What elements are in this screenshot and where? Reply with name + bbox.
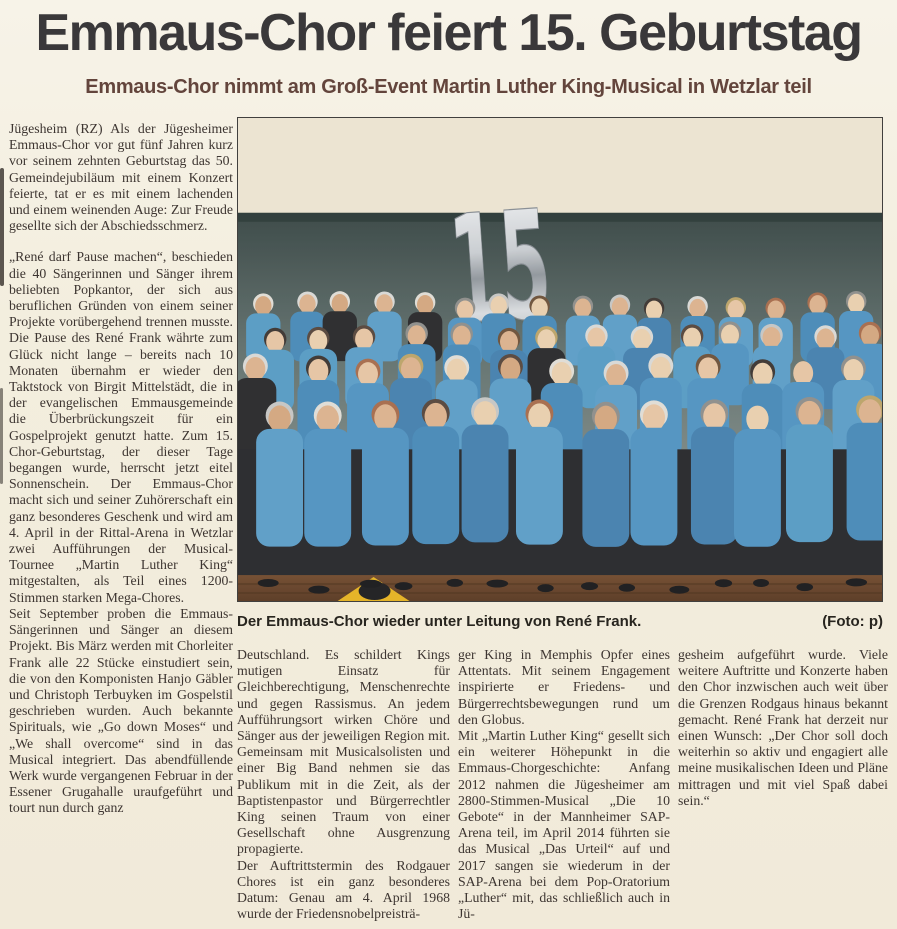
article-subheadline: Emmaus-Chor nimmt am Groß-Event Martin Luther King-Musical in Wetzlar teil: [85, 76, 812, 98]
scan-tint-overlay: [238, 118, 882, 601]
article-column-3: [458, 647, 670, 922]
article-column-4: [678, 647, 888, 809]
article-column-1: [9, 121, 233, 817]
paragraph: „René darf Pause machen“, beschieden die 40 Sängerinnen und Sänger ihrem beliebten Popkantor, der sich aus beruflichen Gründen von einem seiner Projekte vorübergehend trennen musste. Die Pause des René Frank währte zum Glück nicht lange – bereits nach 10 Monaten übernahm er wieder den Taktstock von Birgit Mittelstädt, die in der evangelischen Emmausgemeinde die Überbrückungszeit für ein Gospelprojekt genutzt hatte. Zum 15. Chor-Geburtstag, der dieser Tage begangen wurde, herrscht jetzt eitel Sonnenschein. Der Emmaus-Chor macht sich und seiner Zuhörerschaft ein ganz besonderes Geschenk und wird am 4. April in der Rittal-Arena in Wetzlar zwei Aufführungen der Musical-Tournee „Martin Luther King“ mitgestalten, als Teil eines 1200-Stimmen starken Mega-Chores.: [9, 249, 233, 605]
choir-photo-illustration: [238, 118, 882, 601]
scan-edge-artifact: [0, 388, 3, 484]
scan-edge-artifact: [0, 168, 4, 286]
paragraph: ger King in Memphis Opfer eines Attentats. Mit seinem Engagement inspirierte er Friedens- und Bürgerrechtsbewegungen rund um den Globus.: [458, 647, 670, 727]
paragraph: Seit September proben die Emmaus-Sängerinnen und Sänger an diesem Projekt. Bis März werden mit Chorleiter Frank alle 22 Stücke einstudiert sein, die von den Komponisten Hanjo Gäbler und Christoph Terbuyken im Gospelstil geschrieben wurden. Auch bekannte Spirituals, wie „Go down Moses“ und „We shall overcome“ sind in das Musical integriert. Das abendfüllende Werk wurde vergangenen Februar in der Essener Grugahalle uraufgeführt und tourt nun durch ganz: [9, 605, 233, 816]
paragraph: Mit „Martin Luther King“ gesellt sich ein weiterer Höhepunkt in die Emmaus-Chorgeschichte: Anfang 2012 nahmen die Jügesheimer am 2800-Stimmen-Musical „Die 10 Gebote“ in der Mannheimer SAP-Arena teil, im April 2014 führten sie das Musical „Das Urteil“ auf und 2017 sangen sie wiederum in der SAP-Arena bei dem Pop-Oratorium „Luther“ mit, das schließlich auch in Jü-: [458, 728, 670, 922]
paragraph: Deutschland. Es schildert Kings mutigen Einsatz für Gleichberechtigung, Menschenrechte und gegen Rassismus. An jedem Aufführungsort wirken Chöre und Sänger aus der jeweiligen Region mit. Gemeinsam mit Musicalsolisten und einer Big Band nehmen sie das Publikum mit in die Zeit, als der Baptistenpastor und Bürgerrechtler King seinen Traum von einer Gesellschaft ohne Ausgrenzung propagierte.: [237, 647, 450, 857]
paragraph: Jügesheim (RZ) Als der Jügesheimer Emmaus-Chor vor gut fünf Jahren kurz vor seinem zehnten Geburtstag das 50. Gemeindejubiläum mit einem Konzert feierte, tat er es mit einem lachenden und einem weinenden Auge: Zur Freude gesellte sich der Abschiedsschmerz.: [9, 121, 233, 234]
article-headline: Emmaus-Chor feiert 15. Geburtstag: [35, 4, 862, 62]
article-column-2: [237, 647, 450, 922]
photo-credit: (Foto: p): [822, 613, 883, 630]
choir-photo: [237, 117, 883, 602]
photo-caption-row: [237, 613, 883, 630]
photo-caption: Der Emmaus-Chor wieder unter Leitung von René Frank.: [237, 613, 642, 630]
paragraph: Der Auftrittstermin des Rodgauer Chores ist ein ganz besonderes Datum: Genau am 4. April 1968 wurde der Friedensnobelpreisträ-: [237, 857, 450, 922]
paragraph: gesheim aufgeführt wurde. Viele weitere Auftritte und Konzerte haben den Chor inzwischen auch weit über die Grenzen Rodgaus hinaus bekannt gemacht. René Frank hat derzeit nur einen Wunsch: „Der Chor soll doch weiterhin so aktiv und engagiert alle meine musikalischen Ideen und Pläne mittragen und mit viel Spaß dabei sein.“: [678, 647, 888, 808]
